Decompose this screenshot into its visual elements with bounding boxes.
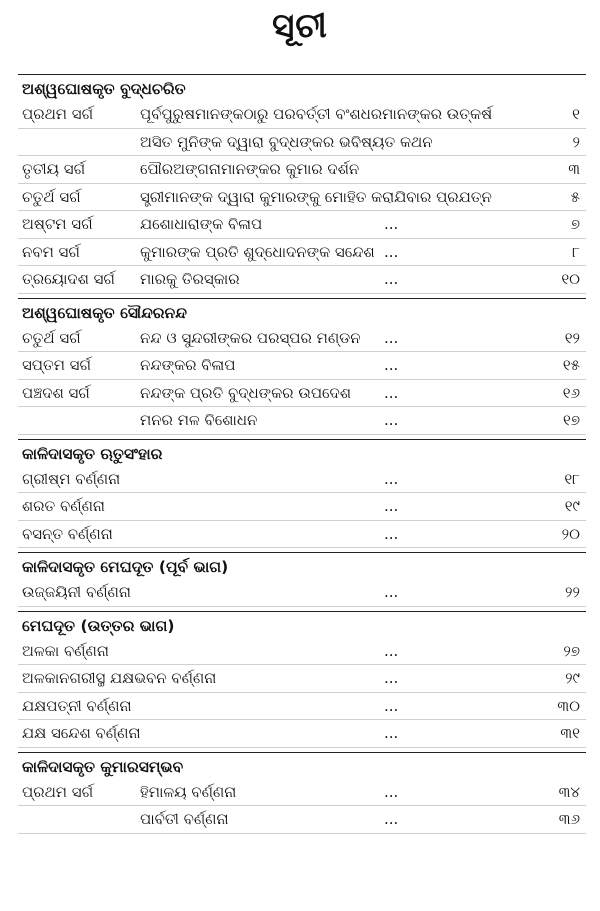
topic-title: ହିମାଳୟ ବର୍ଣ୍ଣନା — [140, 782, 237, 801]
page-number: ୧୦ — [561, 270, 580, 288]
page-number: ୮ — [572, 242, 580, 261]
page-number: ୨୯ — [565, 669, 580, 687]
canto-label: ତ୍ରୟୋଦଶ ସର୍ଗ — [22, 270, 115, 288]
toc-row — [18, 352, 586, 380]
leader-dots: ... — [384, 328, 399, 347]
topic-title: ମନର ମଳ ବିଶୋଧନ — [140, 411, 258, 429]
topic-title: ଉଜ୍ଜୟିନୀ ବର୍ଣ୍ଣନା — [22, 583, 131, 601]
canto-label: ପ୍ରଥମ ସର୍ଗ — [22, 782, 94, 801]
toc-row — [18, 665, 586, 693]
topic-title: ମାରକୁ ତିରସ୍କାର — [140, 270, 240, 288]
canto-label: ଚତୁର୍ଥ ସର୍ଗ — [22, 187, 81, 206]
page-number: ୧୭ — [563, 411, 580, 429]
canto-label: ପ୍ରଥମ ସର୍ଗ — [22, 105, 94, 123]
leader-dots: ... — [384, 270, 399, 288]
leader-dots: ... — [384, 215, 399, 233]
toc-row — [18, 579, 586, 607]
page-number: ୨୨ — [565, 583, 580, 601]
toc-row — [18, 380, 586, 408]
topic-title: ଅଳକା ବର୍ଣ୍ଣନା — [22, 641, 109, 660]
canto-label: ଅଷ୍ଟମ ସର୍ଗ — [22, 215, 93, 233]
toc-row — [18, 211, 586, 239]
toc-row — [18, 521, 586, 549]
page-number: ୨ — [572, 132, 580, 151]
section-heading: ଅଶ୍ୱଘୋଷକୃତ ବୁଦ୍ଧଚରିତ — [18, 74, 586, 101]
toc-row — [18, 184, 586, 212]
topic-title: ପୌରଅଙ୍ଗନାମାନଙ୍କର କୁମାର ଦର୍ଶନ — [140, 160, 360, 178]
toc-row — [18, 693, 586, 721]
toc-row — [18, 129, 586, 157]
leader-dots: ... — [384, 383, 399, 402]
page-number: ୧୫ — [562, 356, 580, 374]
leader-dots: ... — [384, 782, 399, 801]
canto-label: ନବମ ସର୍ଗ — [22, 242, 80, 261]
page-number: ୩୦ — [557, 696, 580, 715]
page-number: ୩୪ — [558, 782, 580, 801]
leader-dots: ... — [384, 356, 399, 374]
page-title: ସୂଚୀ — [272, 6, 328, 46]
topic-title: ଶରତ ବର୍ଣ୍ଣନା — [22, 497, 105, 515]
topic-title: ଯଶୋଧାରାଙ୍କ ବିଳାପ — [140, 215, 263, 233]
page-number: ୫ — [570, 187, 580, 206]
topic-title: ପାର୍ବତୀ ବର୍ଣ୍ଣନା — [140, 810, 229, 828]
canto-label: ସପ୍ତମ ସର୍ଗ — [22, 356, 91, 374]
leader-dots: ... — [384, 810, 399, 828]
toc-row — [18, 325, 586, 353]
topic-title: ନନ୍ଦ ଓ ସୁନ୍ଦରୀଙ୍କର ପରସ୍ପର ମଣ୍ଡନ — [140, 328, 361, 347]
toc-row — [18, 806, 586, 834]
section-heading: କାଳିଦାସକୃତ ମେଘଦୂତ (ପୂର୍ବ ଭାଗ) — [18, 552, 586, 579]
topic-title: ଯକ୍ଷପତ୍ନୀ ବର୍ଣ୍ଣନା — [22, 696, 132, 715]
toc-row — [18, 493, 586, 521]
canto-label: ପଞ୍ଚଦଶ ସର୍ଗ — [22, 383, 90, 402]
page-number: ୧୮ — [564, 469, 580, 488]
section-heading: କାଳିଦାସକୃତ କୁମାରସମ୍ଭବ — [18, 752, 586, 779]
toc-row — [18, 156, 586, 184]
leader-dots: ... — [384, 641, 399, 660]
table-of-contents — [18, 74, 586, 834]
toc-row — [18, 638, 586, 666]
page-number: ୧୨ — [564, 328, 580, 347]
leader-dots: ... — [384, 669, 399, 687]
page-number: ୧୯ — [564, 497, 580, 515]
leader-dots: ... — [384, 242, 399, 261]
canto-label: ଚତୁର୍ଥ ସର୍ଗ — [22, 328, 81, 347]
topic-title: ଅଳକାନଗରୀସ୍ଥ ଯକ୍ଷଭବନ ବର୍ଣ୍ଣନା — [22, 669, 217, 687]
page-number: ୩ — [568, 160, 580, 178]
leader-dots: ... — [384, 411, 399, 429]
topic-title: ନନ୍ଦଙ୍କ ପ୍ରତି ବୁଦ୍ଧଙ୍କର ଉପଦେଶ — [140, 383, 352, 402]
toc-row — [18, 266, 586, 294]
section-heading: ଅଶ୍ୱଘୋଷକୃତ ସୌନ୍ଦରନନ୍ଦ — [18, 298, 586, 325]
topic-title: କୁମାରଙ୍କ ପ୍ରତି ଶୁଦ୍ଧୋଦନଙ୍କ ସନ୍ଦେଶ — [140, 242, 375, 261]
topic-title: ବସନ୍ତ ବର୍ଣ୍ଣନା — [22, 524, 113, 543]
toc-row — [18, 466, 586, 494]
toc-row — [18, 407, 586, 435]
leader-dots: ... — [384, 583, 399, 601]
topic-title: ଅସିତ ମୁନିଙ୍କ ଦ୍ୱାରା ବୁଦ୍ଧଙ୍କର ଭବିଷ୍ୟତ କଥନ — [140, 132, 433, 151]
topic-title: ସ୍ତ୍ରୀମାନଙ୍କ ଦ୍ୱାରା କୁମାରଙ୍କୁ ମୋହିତ କରାଯିବାର ପ୍ରଯତ୍ନ — [140, 187, 492, 206]
toc-row — [18, 720, 586, 748]
leader-dots: ... — [384, 524, 399, 543]
topic-title: ପୂର୍ବପୁରୁଷମାନଙ୍କଠାରୁ ପରବର୍ତ୍ତୀ ବଂଶଧରମାନଙ୍କର ଉତ୍କର୍ଷ — [140, 105, 493, 123]
canto-label: ତୃତୀୟ ସର୍ଗ — [22, 160, 86, 178]
topic-title: ନନ୍ଦଙ୍କର ବିଳାପ — [140, 356, 236, 374]
section-heading: କାଳିଦାସକୃତ ଋତୁସଂହାର — [18, 439, 586, 466]
page-number: ୨୦ — [561, 524, 580, 543]
topic-title: ଗ୍ରୀଷ୍ମ ବର୍ଣ୍ଣନା — [22, 469, 121, 488]
leader-dots: ... — [384, 469, 399, 488]
page-number: ୧୬ — [562, 383, 580, 402]
leader-dots: ... — [384, 696, 399, 715]
page-number: ୧ — [572, 105, 580, 123]
leader-dots: ... — [384, 497, 399, 515]
topic-title: ଯକ୍ଷ ସନ୍ଦେଶ ବର୍ଣ୍ଣନା — [22, 724, 141, 742]
leader-dots: ... — [384, 724, 399, 742]
page-number: ୩୧ — [560, 724, 580, 742]
page-number: ୩୬ — [558, 810, 580, 828]
toc-row — [18, 239, 586, 267]
section-heading: ମେଘଦୂତ (ଉତ୍ତର ଭାଗ) — [18, 611, 586, 638]
toc-row — [18, 779, 586, 807]
page-number: ୭ — [570, 215, 580, 233]
toc-row — [18, 101, 586, 129]
page-number: ୨୭ — [563, 641, 580, 660]
